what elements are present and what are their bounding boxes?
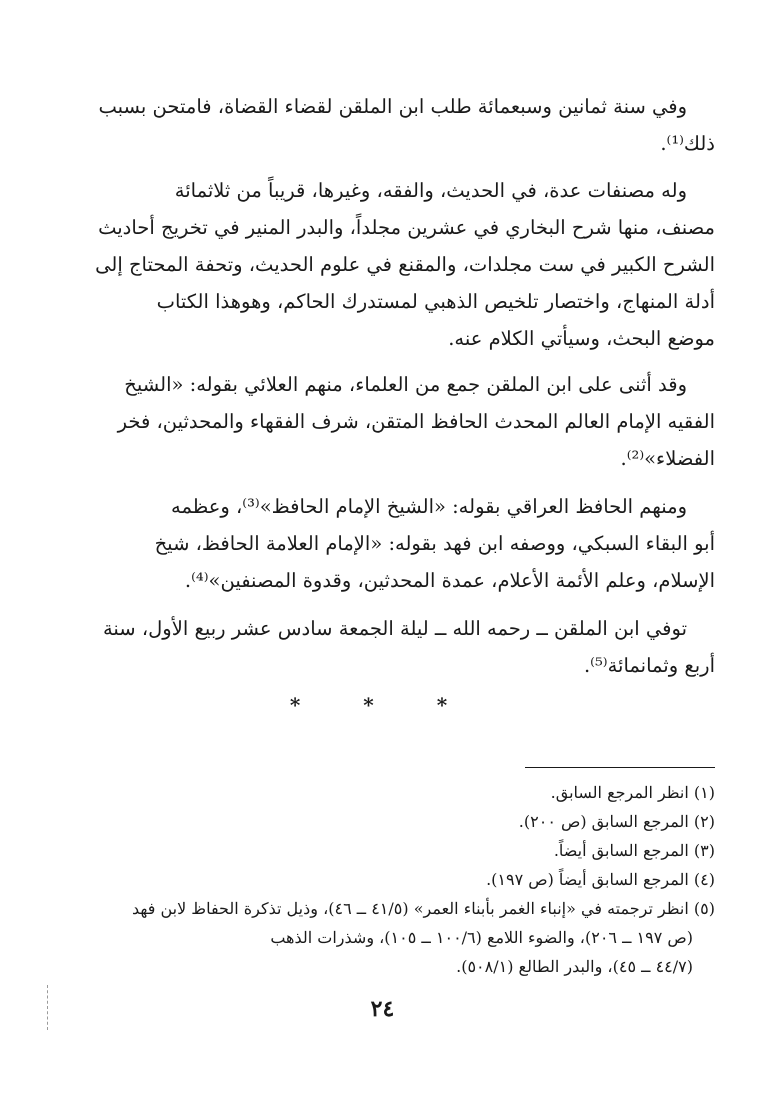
text-line: الفقيه الإمام العالم المحدث الحافظ المتقن، شرف الفقهاء والمحدثين، فخر [117,410,715,433]
text-line: وفي سنة ثمانين وسبعمائة طلب ابن الملقن لقضاء القضاة، فامتحن بسبب [98,95,687,118]
footnotes [55,778,715,981]
text-line: أبو البقاء السبكي، ووصفه ابن فهد بقوله: «الإمام العلامة الحافظ، شيخ [154,532,715,555]
text-line: الإسلام، وعلم الأئمة الأعلام، عمدة المحدثين، وقدوة المصنفين»⁽⁴⁾. [184,569,715,592]
footnote-1: (١) انظر المرجع السابق. [550,783,715,802]
section-divider-asterisks: * * * [289,693,476,717]
footnote-4: (٤) المرجع السابق أيضاً (ص ١٩٧). [486,870,715,889]
text-line: ومنهم الحافظ العراقي بقوله: «الشيخ الإمام الحافظ»⁽³⁾، وعظمه [171,495,687,518]
scan-margin-mark [47,985,49,1030]
paragraph-3 [55,366,715,477]
text-line: أدلة المنهاج، واختصار تلخيص الذهبي لمستدرك الحاكم، وهوهذا الكتاب [156,290,715,313]
text-line: الشرح الكبير في ست مجلدات، والمقنع في علوم الحديث، وتحفة المحتاج إلى [95,253,715,276]
footnote-2: (٢) المرجع السابق (ص ٢٠٠). [518,812,715,831]
text-line: موضع البحث، وسيأتي الكلام عنه. [448,327,715,350]
paragraph-2 [55,172,715,357]
text-line: وقد أثنى على ابن الملقن جمع من العلماء، منهم العلائي بقوله: «الشيخ [124,373,687,396]
paragraph-4 [55,488,715,599]
text-line: توفي ابن الملقن ــ رحمه الله ــ ليلة الجمعة سادس عشر ربيع الأول، سنة [102,617,687,640]
text-line: الفضلاء»⁽²⁾. [620,447,715,470]
paragraph-5 [55,610,715,684]
text-line: أربع وثمانمائة⁽⁵⁾. [583,654,715,677]
text-line: ذلك⁽¹⁾. [660,132,715,155]
footnote-5-continuation: (٤٤/٧ ــ ٤٥)، والبدر الطالع (٥٠٨/١). [456,957,693,976]
footnote-5: (٥) انظر ترجمته في «إنباء الغمر بأبناء العمر» (٤١/٥ ــ ٤٦)، وذيل تذكرة الحفاظ لابن فهد [131,899,715,918]
footnote-3: (٣) المرجع السابق أيضاً. [553,841,715,860]
page-number: ٢٤ [370,996,395,1022]
footnote-5-continuation: (ص ١٩٧ ــ ٢٠٦)، والضوء اللامع (١٠٠/٦ ــ ١٠٥)، وشذرات الذهب [270,928,693,947]
footnote-separator-rule [525,767,715,768]
paragraph-1 [55,88,715,162]
text-line: مصنف، منها شرح البخاري في عشرين مجلداً، والبدر المنير في تخريج أحاديث [98,216,715,239]
text-line: وله مصنفات عدة، في الحديث، والفقه، وغيرها، قريباً من ثلاثمائة [174,179,687,202]
